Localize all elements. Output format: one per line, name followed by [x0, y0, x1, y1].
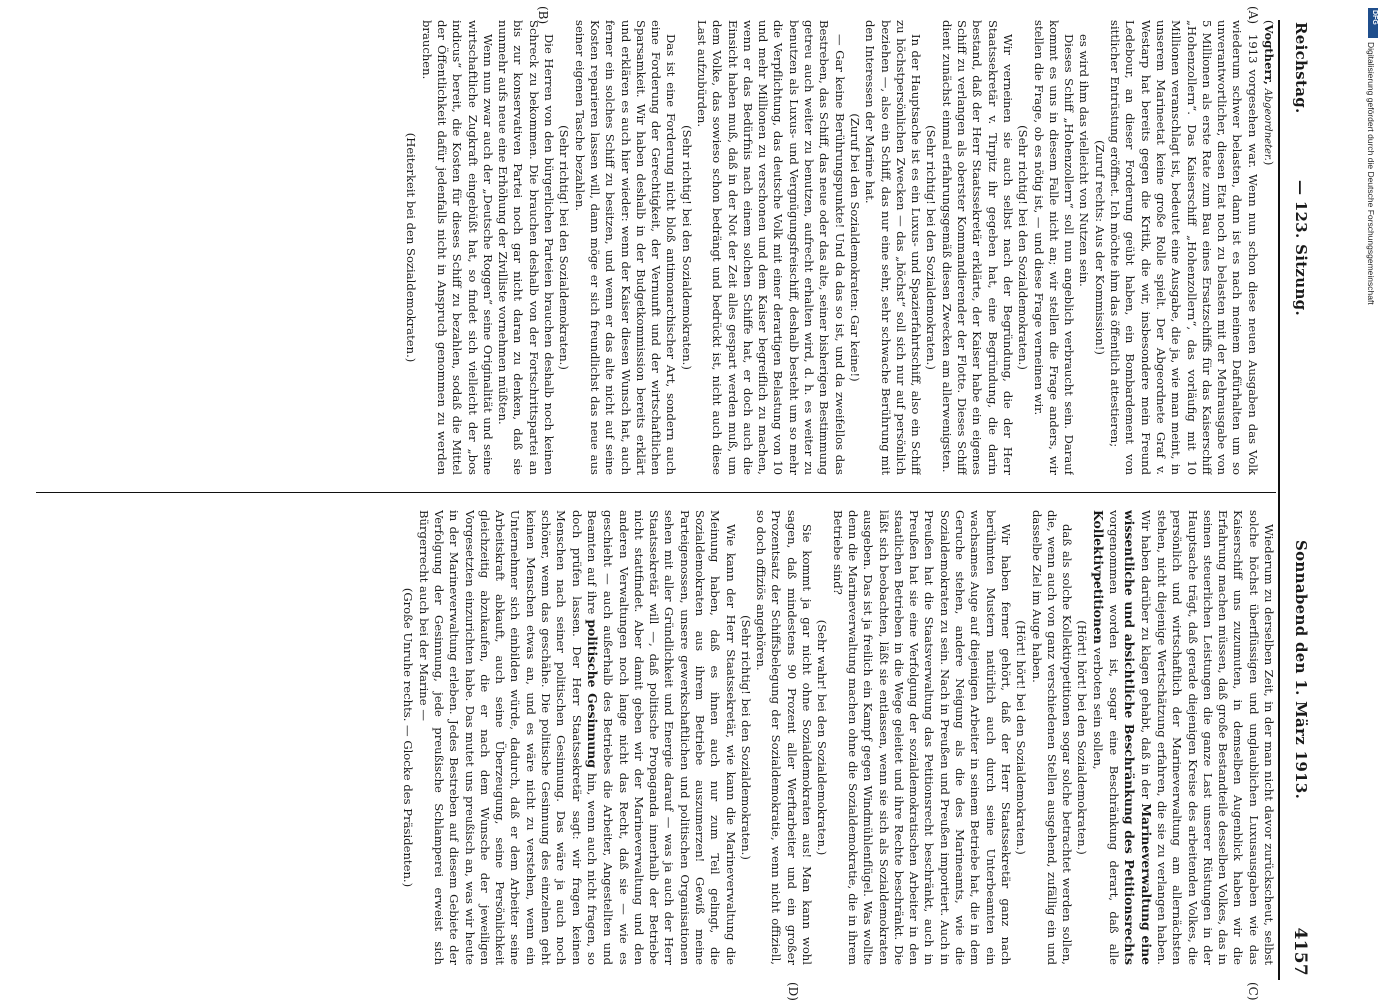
paragraph: 1913 vorgesehen war. Wenn nun schon diese neuen Ausgaben das Volk wiederum schwer belasten, dann ist es nach meinem Dafürhalten um so unverantwortlicher, diesen Etat noch zu belasten mit der Mehrausgabe von 5 Millionen als erste Rate zum Bau eines Ersatzschiffs für das Kaiserschiff „Hohenzollern“. Das Kaiserschiff „Hohenzollern“, das vorläufig mit 10 Millionen veranschlagt ist, bedeutet eine Ausgabe, die ja, wie man meint, in unserem Marineetat keine große Rolle spielt. Der Abgeordnete Graf v. Westarp hat bereits gegen die Kritik, die wir, insbesondere mein Freund Ledebour, an dieser Forderung geübt haben, ein Bombardement von sittlicher Entrüstung eröffnet. Ich möchte ihm das öffentlich attestieren; [1108, 20, 1260, 475]
emphasis-text: politische Gesinnung [584, 619, 600, 768]
interjection: (Sehr richtig! bei den Sozialdemokraten.) [924, 125, 939, 370]
interjection: (Sehr richtig! bei den Sozialdemokraten.) [738, 615, 753, 860]
paragraph-text: Wie kann der Herr Staatssekretär, wie kann die Marineverwaltung die Meinung haben, daß es ihnen auch nur zum Teil gelingt, die Sozialdemokraten aus ihrem Betriebe auszumerzen! Gewiß meine Parteigenossen, unsere gewerkschaftlichen und politischen Organisationen sehen mit aller Gründlichkeit und Energie darauf — was ja auch der Herr Staatssekretär will —, daß politische Propaganda innerhalb der Betriebe nicht stattfindet. Aber damit geben wir der Marineverwaltung und den anderen Verwaltungen noch lange nicht das Recht, daß sie — wie es geschieht — auch außerhalb des Betriebes die Arbeiter, Angestellten und Beamten auf ihre [584, 510, 738, 965]
paragraph: Die Herren von den bürgerlichen Parteien brauchen deshalb noch keinen Schreck zu bekommen. Die brauchen deshalb von der Fortschrittspartei an bis zur konservativen Partei noch gar nicht daran zu denken, daß sie nunmehr aufs neue eine Erhöhung der Zivilliste vornehmen müßten. [496, 20, 557, 475]
interjection: (Zuruf bei den Sozialdemokraten: Gar keine!) [847, 113, 862, 382]
paragraph: Wir haben ferner gehört, daß der Herr Staatssekretär ganz nach berühmten Mustern natürlich auch durch seine Unterbeamten ein wachsames Auge auf diejenigen Arbeiter in seinem Betriebe hat, die in dem Geruche stehen, andere Neigung als die des Marineamts, wie die Sozialdemokraten zu sein. Nach in Preußen und Preußen importiert. Auch in Preußen hat die Staatsverwaltung das Petitionsrecht beschränkt, auch in Preußen hat sie eine Verfolgung der sozialdemokratischen Arbeiter in den staatlichen Betrieben in die Wege geleitet und ihre Rechte beschränkt. Die läßt sich beobachten, läßt sie entlassen, wenn sie sich als Sozialdemokraten ausgeben. Das ist ja freilich ein Kampf gegen Windmühlenflügel. Was wollte denn die Marineverwaltung machen ohne die Sozialdemokratie, die in ihrem Betriebe sind? [830, 510, 1013, 965]
interjection: (Sehr richtig! bei den Sozialdemokraten.) [557, 125, 572, 370]
interjection: (Hört! hört! bei den Sozialdemokraten.) [1075, 620, 1090, 855]
speaker-role: Abgeordneter. [1262, 88, 1273, 161]
digitization-credit: Digitalisierung gefördert durch die Deutsche Forschungsgemeinschaft [1366, 42, 1376, 305]
paragraph: Wenn nun zwar auch der „Deutsche Roggen“ seine Originalität und seine wirtschaftliche Zugkraft eingebüßt hat, so findet sich vielleicht der „bos indicus“ bereit, die Kosten für dieses Schiff zu bezahlen, sodaß die Mittel der Öffentlichkeit dafür jedenfalls nicht in Anspruch genommen zu werden brauchen. [419, 20, 495, 475]
paragraph [1089, 510, 1276, 965]
interjection: (Sehr wahr! bei den Sozialdemokraten.) [815, 619, 830, 856]
column-divider [36, 492, 1276, 493]
paragraph: In der Hauptsache ist es ein Luxus- und Spazierfahrtschiff, also ein Schiff zu höchstpersönlichen Zwecken — das „höchst“ soll sich nur auf persönlich beziehen —, also ein Schiff, das nur eine sehr, sehr schwache Berührung mit den Interessen der Marine hat. [863, 20, 924, 475]
interjection: (Sehr richtig! bei den Sozialdemokraten.) [679, 125, 694, 370]
dfg-logo [1368, 8, 1378, 38]
page-header [1278, 20, 1320, 980]
speaker-name: Vogtherr, [1262, 24, 1276, 85]
right-column [36, 510, 1276, 965]
dfg-logo-text: DFG [1371, 10, 1378, 25]
paragraph: Das ist eine Forderung nicht bloß antimonarchischer Art, sondern auch eine Forderung der Gerechtigkeit, der Vernunft und der wirtschaftlichen Sparsamkeit. Wir haben deshalb in der Budgetkommission bereits erklärt und erklären es auch hier wieder: wenn der Kaiser diesen Wunsch hat, auch ferner ein solches Schiff zu besitzen, und wenn er das alte nicht auf seine Kosten reparieren lassen will, dann möge er sich freundlichst das neue aus seiner eigenen Tasche bezahlen. [572, 20, 679, 475]
speaker-line: (Vogtherr, Abgeordneter.) [1262, 20, 1276, 166]
emphasis-text: Kollektivpetitionen [1090, 510, 1106, 644]
paragraph-text: vorgenommen worden ist, sogar eine Beschränkung derart, daß alle [1107, 510, 1122, 965]
left-column [36, 20, 1276, 475]
header-date: Sonnabend den 1. März 1913. [1292, 540, 1310, 800]
margin-mark-d: (D) [786, 982, 800, 1001]
paragraph [415, 510, 737, 965]
paragraph: Sie kommt ja gar nicht ohne Sozialdemokraten aus! Man kann wohl sagen, daß mindestens 90 Prozent aller Werftarbeiter und ein großer Prozentsatz der Schiffsbelegung der Sozialdemokratie, wenn nicht offiziell, so doch offiziös angehören. [754, 510, 815, 965]
paragraph: daß als solche Kollektivpetitionen sogar solche betrachtet werden sollen, die, wenn auch von ganz verschiedenen Stellen ausgehend, zufällig ein und dasselbe Ziel im Auge haben. [1029, 510, 1075, 965]
header-title: Reichstag. [1292, 22, 1310, 114]
margin-mark-b: (B) [536, 6, 550, 25]
interjection: (Große Unruhe rechts. — Glocke des Präsidenten.) [401, 587, 416, 888]
interjection: (Zuruf rechts: Aus der Kommission!) [1092, 140, 1107, 355]
header-session: — 123. Sitzung. [1292, 180, 1310, 316]
page-number: 4157 [1290, 927, 1310, 976]
interjection: (Heiterkeit bei den Sozialdemokraten.) [404, 132, 419, 363]
emphasis-text: Marineverwaltung eine wissentliche und absichtliche Beschränkung des Petitionsrechts [1122, 510, 1154, 965]
paragraph-text: Wiederum zu derselben Zeit, in der man nicht davor zurückscheut, selbst solche höchst überflüssigen und unglaublichen Luxusausgaben wie das Kaiserschiff uns zuzumuten, in demselben Augenblick haben wir die Erfahrung machen müssen, daß große Bestandteile desselben Volkes, das in seinen steuerlichen Leistungen die ganze Last unserer Rüstungen in der Hauptsache trägt, daß gerade diejenigen Kreise des arbeitenden Volkes, die persönlich und wirtschaftlich der Marineverwaltung am allernächsten stehen, nicht diejenige Wertschätzung erfahren, die sie zu verlangen haben. Wir haben darüber zu klagen gehabt, daß in der [1138, 510, 1276, 965]
paragraph: es wird ihm das vielleicht von Nutzen sein. [1077, 34, 1092, 287]
paragraph-text: hin, wenn auch nicht fragen, so doch prüfen lassen. Der Herr Staatssekretär sagt: wir fragen keinen Menschen nach seiner politischen Gesinnung. Das wäre ja auch noch schöner, wenn das geschähe. Die politische Gesinnung des einzelnen geht keinen Menschen etwas an, und es wäre nicht zu verstehen, wenn ein Unternehmer sich einbilden würde, dadurch, daß er dem Arbeiter seine Arbeitskraft abkauft, auch seine Überzeugung, seine Persönlichkeit gleichzeitig abzukaufen, die er nach dem Wunsche der jeweiligen Vorgesetzten einzurichten habe. Das mutet uns preußisch an, was wir heute in der Marineverwaltung erleben. Jedes Bestreben auf diesem Gebiete der Verfolgung der Gesinnung, jede preußische Schlamperei erweist sich Bürgerrecht auch bei der Marine — [416, 510, 599, 965]
document-page [30, 6, 1320, 1001]
paragraph-text: verboten sein sollen, [1090, 647, 1105, 770]
interjection: (Hört! hört! bei den Sozialdemokraten.) [1014, 620, 1029, 855]
paragraph: — Gar keine Berührungspunkte! Und da das so ist, und da zweifellos das Bestreben, das Schiff, das neue oder das alte, seiner bisherigen Bestimmung getreu auch weiter zu benutzen, aufrecht erhalten wird, d. h. es weiter zu benutzen als Luxus- und Vergnügungsfreischiff, deshalb besteht um so mehr die Verpflichtung, das deutsche Volk mit einer derartigen Belastung von 10 und mehr Millionen zu verschonen und dem Kaiser begreiflich zu machen, wenn er das Bedürfnis nach einem solchen Schiffe hat, er doch auch die Einsicht haben muß, daß in der Not der Zeit alles gespart werden muß, um dem Volke, das sowieso schon bedrängt und bedrückt ist, nicht auch diese Last aufzubürden. [695, 20, 847, 475]
paragraph: Dieses Schiff „Hohenzollern“ soll nun angeblich verbraucht sein. Darauf kommt es uns in diesem Falle nicht an; wir stellen die Frage anders, wir stellen die Frage, ob es nötig ist, — und diese Frage verneinen wir. [1031, 20, 1077, 475]
margin-mark-a: (A) [1246, 6, 1260, 25]
margin-mark-c: (C) [1246, 982, 1260, 1001]
paragraph: Wir verneinen sie auch selbst nach der Begründung, die der Herr Staatssekretär v. Tirpitz ihr gegeben hat, eine Begründung, die darin bestand, daß der Herr Staatssekretär erklärte, der Kaiser habe ein eigenes Schiff zu verlangen als oberster Kommandierender der Flotte. Dieses Schiff dient zunächst einmal erfahrungsgemäß diesen Zwecken am allerwenigsten. [939, 20, 1015, 475]
interjection: (Sehr richtig! bei den Sozialdemokraten.) [1016, 125, 1031, 370]
